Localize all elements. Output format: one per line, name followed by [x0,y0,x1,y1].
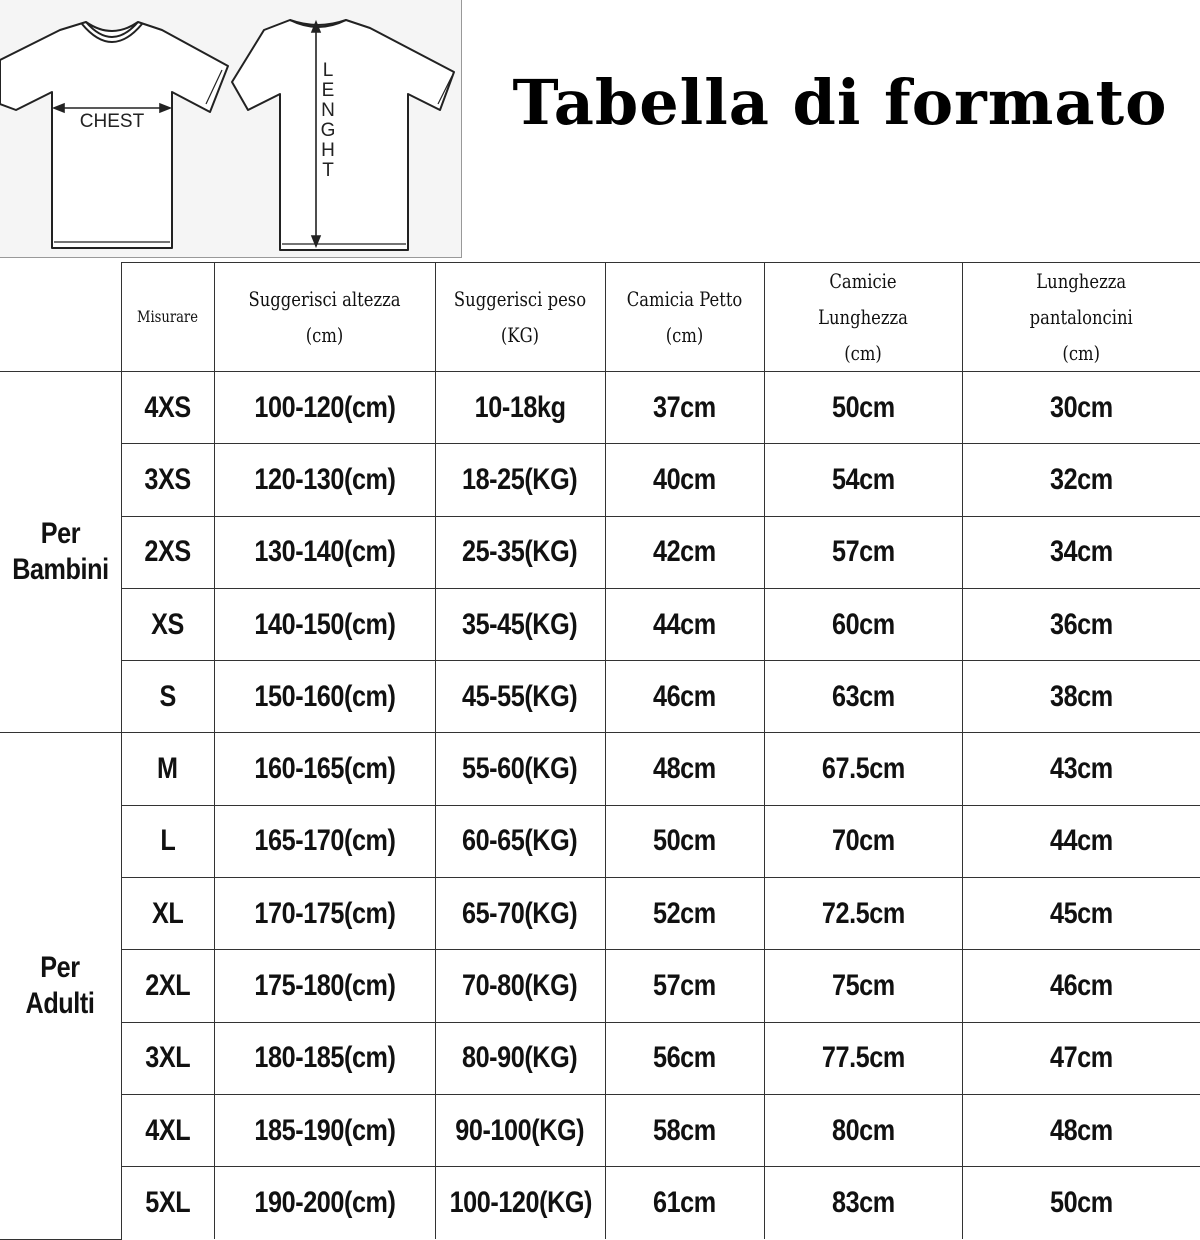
shorts-cell: 43cm [962,733,1200,805]
table-row [0,661,1200,733]
height-cell: 170-175(cm) [214,878,435,950]
chest-cell: 57cm [605,950,764,1022]
size-cell: M [121,733,214,805]
size-cell: 5XL [121,1167,214,1239]
height-cell: 100-120(cm) [214,372,435,444]
page-title: Tabella di formato [512,66,1168,139]
weight-cell: 55-60(KG) [435,733,605,805]
chest-cell: 46cm [605,661,764,733]
size-cell: XL [121,878,214,950]
size-cell: S [121,661,214,733]
size-cell: L [121,805,214,877]
table-row [0,805,1200,877]
shorts-cell: 34cm [962,516,1200,588]
svg-text:N: N [321,100,335,121]
length-label [321,60,336,181]
shorts-cell: 44cm [962,805,1200,877]
height-cell: 150-160(cm) [214,661,435,733]
weight-cell: 80-90(KG) [435,1022,605,1094]
weight-cell: 100-120(KG) [435,1167,605,1239]
chest-cell: 58cm [605,1094,764,1166]
shorts-cell: 30cm [962,372,1200,444]
shorts-cell: 32cm [962,444,1200,516]
shorts-cell: 45cm [962,878,1200,950]
table-row [0,1094,1200,1166]
height-cell: 190-200(cm) [214,1167,435,1239]
table-row [0,878,1200,950]
height-cell: 185-190(cm) [214,1094,435,1166]
tshirt-measurement-diagram [0,0,462,258]
length-cell: 50cm [764,372,962,444]
table-row [0,444,1200,516]
table-row [0,950,1200,1022]
tshirt-outline-icon [0,0,462,258]
length-cell: 63cm [764,661,962,733]
weight-cell: 18-25(KG) [435,444,605,516]
height-cell: 175-180(cm) [214,950,435,1022]
length-cell: 57cm [764,516,962,588]
length-cell: 60cm [764,588,962,660]
size-chart-table [0,262,1200,1240]
table-row [0,372,1200,444]
weight-cell: 90-100(KG) [435,1094,605,1166]
length-cell: 77.5cm [764,1022,962,1094]
svg-text:T: T [322,160,334,181]
length-cell: 67.5cm [764,733,962,805]
chest-label: CHEST [79,111,145,132]
weight-cell: 35-45(KG) [435,588,605,660]
header-height: Suggerisci altezza (cm) [234,263,415,372]
length-cell: 83cm [764,1167,962,1239]
weight-cell: 70-80(KG) [435,950,605,1022]
size-cell: 4XS [121,372,214,444]
weight-cell: 65-70(KG) [435,878,605,950]
shorts-cell: 36cm [962,588,1200,660]
header-shorts-length: Lunghezza pantaloncini (cm) [983,263,1178,372]
header-measure: Misurare [129,263,205,372]
shorts-cell: 46cm [962,950,1200,1022]
shorts-cell: 48cm [962,1094,1200,1166]
size-cell: 3XS [121,444,214,516]
length-cell: 75cm [764,950,962,1022]
table-row [0,1022,1200,1094]
table-row [0,588,1200,660]
height-cell: 160-165(cm) [214,733,435,805]
table-row [0,1167,1200,1239]
shorts-cell: 50cm [962,1167,1200,1239]
svg-text:L: L [322,60,334,81]
length-cell: 80cm [764,1094,962,1166]
group-label-adults: Per Adulti [0,733,121,1239]
header-corner [11,263,110,372]
chest-cell: 40cm [605,444,764,516]
svg-text:H: H [321,140,335,161]
weight-cell: 60-65(KG) [435,805,605,877]
shorts-cell: 38cm [962,661,1200,733]
weight-cell: 25-35(KG) [435,516,605,588]
chest-cell: 37cm [605,372,764,444]
table-header-row [0,263,1200,372]
height-cell: 120-130(cm) [214,444,435,516]
table-row [0,733,1200,805]
height-cell: 180-185(cm) [214,1022,435,1094]
length-cell: 72.5cm [764,878,962,950]
size-cell: 4XL [121,1094,214,1166]
height-cell: 130-140(cm) [214,516,435,588]
chest-cell: 61cm [605,1167,764,1239]
shorts-cell: 47cm [962,1022,1200,1094]
weight-cell: 10-18kg [435,372,605,444]
length-cell: 70cm [764,805,962,877]
chest-cell: 56cm [605,1022,764,1094]
size-cell: 3XL [121,1022,214,1094]
header-shirt-length: Camicie Lunghezza (cm) [782,263,944,372]
header-weight: Suggerisci peso (KG) [450,263,589,372]
chest-cell: 44cm [605,588,764,660]
size-cell: 2XS [121,516,214,588]
size-cell: 2XL [121,950,214,1022]
size-cell: XS [121,588,214,660]
chest-cell: 50cm [605,805,764,877]
height-cell: 165-170(cm) [214,805,435,877]
header-chest: Camicia Petto (cm) [619,263,749,372]
table-row [0,516,1200,588]
svg-text:G: G [320,120,336,141]
chest-cell: 48cm [605,733,764,805]
svg-text:E: E [321,80,335,101]
chest-cell: 42cm [605,516,764,588]
chest-cell: 52cm [605,878,764,950]
length-cell: 54cm [764,444,962,516]
weight-cell: 45-55(KG) [435,661,605,733]
height-cell: 140-150(cm) [214,588,435,660]
group-label-kids: Per Bambini [0,372,121,733]
